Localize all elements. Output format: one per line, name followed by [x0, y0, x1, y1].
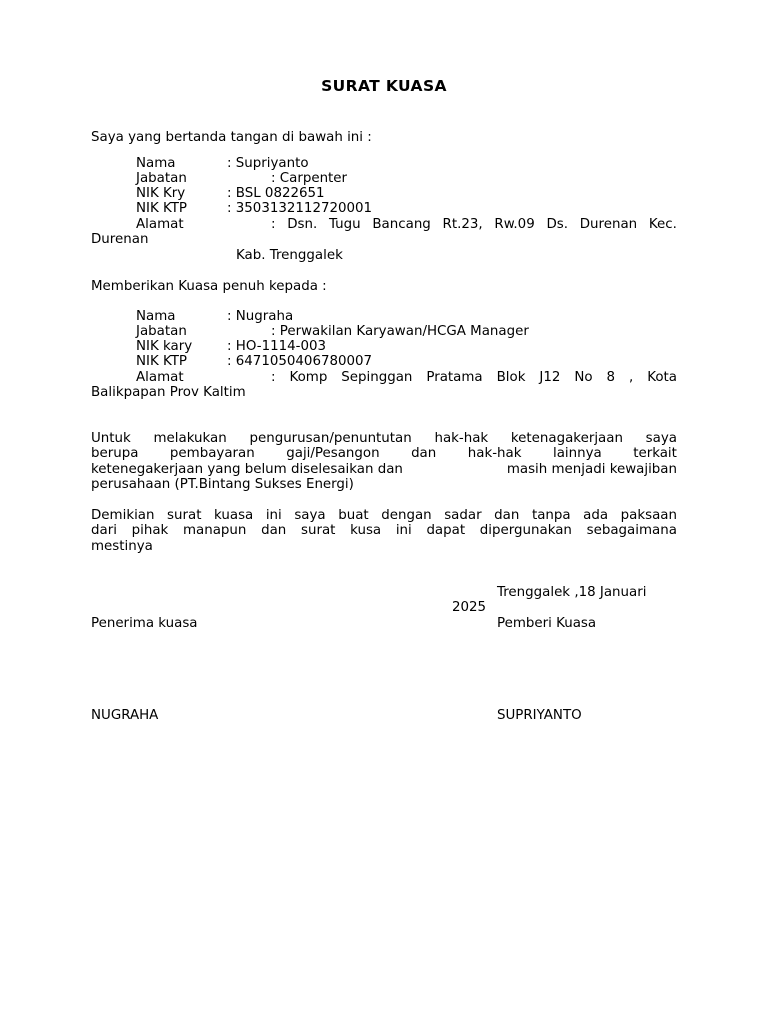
grantor-alamat-line2: Durenan — [91, 232, 149, 247]
word: Dsn. — [287, 217, 318, 232]
word: Untuk — [91, 431, 131, 446]
word: dan — [261, 523, 287, 538]
word: lainnya — [552, 446, 602, 461]
word: J12 — [539, 370, 561, 385]
purpose-line4: perusahaan (PT.Bintang Sukses Energi) — [91, 477, 354, 492]
grantor-alamat-label: Alamat — [136, 217, 184, 232]
word: Sepinggan — [341, 370, 413, 385]
closing-line2 — [91, 523, 677, 538]
word: ketenegakerjaan yang belum diselesaikan dan — [91, 462, 403, 477]
receiver-label: Penerima kuasa — [91, 616, 198, 631]
word: berupa — [91, 446, 139, 461]
grantor-nik-ktp-label: NIK KTP — [136, 201, 187, 216]
grantor-jabatan-label: Jabatan — [136, 171, 187, 186]
word: surat — [300, 523, 336, 538]
word: terkait — [633, 446, 677, 461]
place-date: Trenggalek ,18 Januari — [497, 585, 647, 600]
word: Blok — [496, 370, 526, 385]
grantee-nama-label: Nama — [136, 309, 176, 324]
word: Kec. — [648, 217, 677, 232]
word: sadar — [444, 508, 482, 523]
grantee-nama-value: : Nugraha — [227, 309, 294, 324]
word: : — [271, 370, 276, 385]
grantee-nik-ktp-label: NIK KTP — [136, 354, 187, 369]
word: Demikian — [91, 508, 155, 523]
word: , — [629, 370, 634, 385]
grantor-nik-kry-value: : BSL 0822651 — [227, 186, 325, 201]
purpose-line1 — [91, 431, 677, 446]
word: Ds. — [546, 217, 568, 232]
word: dipergunakan — [479, 523, 572, 538]
intro-text: Saya yang bertanda tangan di bawah ini : — [91, 130, 372, 145]
word: pembayaran — [169, 446, 255, 461]
word: 8 — [606, 370, 616, 385]
word: sebagaimana — [586, 523, 677, 538]
word: Bancang — [372, 217, 431, 232]
word: ini — [265, 508, 282, 523]
grantor-nik-ktp-value: : 3503132112720001 — [227, 201, 373, 216]
grantor-nama-value: : Supriyanto — [227, 156, 309, 171]
word: Rt.23, — [442, 217, 483, 232]
word: ketenagakerjaan — [510, 431, 623, 446]
receiver-name: NUGRAHA — [91, 708, 159, 723]
grantee-alamat-line2: Balikpapan Prov Kaltim — [91, 385, 246, 400]
word: dari — [91, 523, 117, 538]
giver-label: Pemberi Kuasa — [497, 616, 597, 631]
word: surat — [167, 508, 202, 523]
word: manapun — [182, 523, 247, 538]
word: saya — [294, 508, 326, 523]
word: buat — [338, 508, 369, 523]
word: pihak — [131, 523, 169, 538]
word: Komp — [289, 370, 328, 385]
word: saya — [645, 431, 677, 446]
word: ada — [583, 508, 609, 523]
word: No — [574, 370, 593, 385]
word: Pratama — [426, 370, 483, 385]
grantor-alamat-line3: Kab. Trenggalek — [236, 248, 343, 263]
grantee-nik-ktp-value: : 6471050406780007 — [227, 354, 373, 369]
word: pengurusan/penuntutan — [249, 431, 412, 446]
giver-name: SUPRIYANTO — [497, 708, 582, 723]
word: kuasa — [214, 508, 254, 523]
grantee-jabatan-value: : Perwakilan Karyawan/HCGA Manager — [271, 324, 529, 339]
word: dan — [411, 446, 437, 461]
word: Kota — [647, 370, 677, 385]
grantor-nama-label: Nama — [136, 156, 176, 171]
grantee-alamat-line1 — [271, 370, 677, 385]
purpose-line3 — [91, 462, 677, 477]
word: hak-hak — [467, 446, 522, 461]
word: dengan — [381, 508, 432, 523]
word: hak-hak — [434, 431, 489, 446]
grantee-alamat-label: Alamat — [136, 370, 184, 385]
purpose-line2 — [91, 446, 677, 461]
word: dapat — [426, 523, 466, 538]
grantor-jabatan-value: : Carpenter — [271, 171, 348, 186]
closing-line1 — [91, 508, 677, 523]
letter-title: SURAT KUASA — [321, 77, 447, 95]
grantee-nik-kary-value: : HO-1114-003 — [227, 339, 327, 354]
word: tanpa — [531, 508, 571, 523]
closing-line3: mestinya — [91, 539, 153, 554]
word: paksaan — [620, 508, 677, 523]
word: : — [271, 217, 276, 232]
word: gaji/Pesangon — [286, 446, 380, 461]
grantee-jabatan-label: Jabatan — [136, 324, 187, 339]
date-year: 2025 — [452, 600, 487, 615]
word: melakukan — [153, 431, 227, 446]
word: ini — [395, 523, 412, 538]
grantee-nik-kary-label: NIK kary — [136, 339, 193, 354]
grantor-nik-kry-label: NIK Kry — [136, 186, 186, 201]
word: Tugu — [329, 217, 361, 232]
word: Rw.09 — [494, 217, 535, 232]
word: kusa — [350, 523, 382, 538]
grantor-alamat-line1 — [271, 217, 677, 232]
word: dan — [494, 508, 520, 523]
word: masih menjadi kewajiban — [506, 462, 677, 477]
word: Durenan — [579, 217, 638, 232]
grant-intro-text: Memberikan Kuasa penuh kepada : — [91, 279, 327, 294]
